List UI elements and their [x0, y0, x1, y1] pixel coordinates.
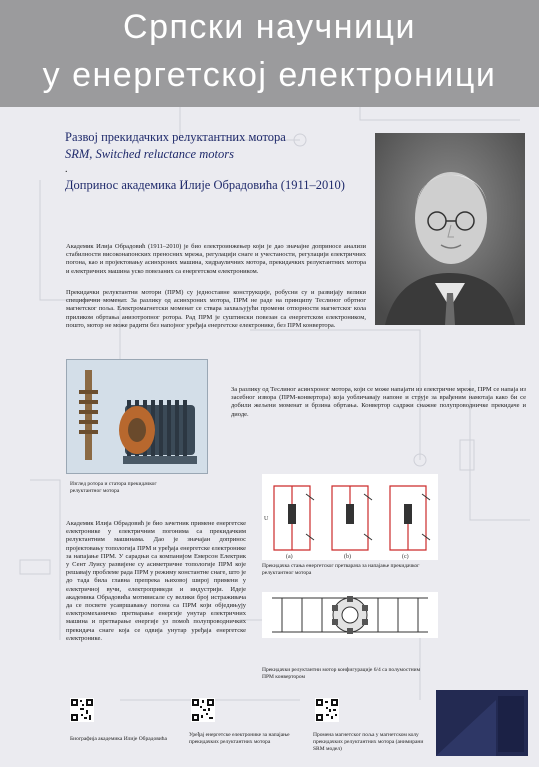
diagram-label-a: (a)	[286, 554, 293, 560]
srm-paragraph: Прекидачки релуктантни мотори (ПРМ) су једноставне конструкције, робусни су и развијају велики специфични моменат. За разлику од асинхроних мотора, ПРМ не раде на принципу Теслиног обртног магнетског поља. Електромагнетски моменат се ствара захваљујући промени отпорности магнетског кола приликом обртања анизотропног ротора. Рад ПРМ је суштински повезан са енергетском електроником, пошто, мотор не може радити без напојног уређаја енергетске електронике, без ПРМ конвертора.	[66, 289, 366, 329]
motor-caption: Изглед ротора и статора прекидачког релуктантног мотора	[70, 481, 157, 494]
portrait-photo	[375, 133, 525, 325]
header-title-line2: у енергетској електроници	[42, 56, 497, 94]
diagram-label-b: (b)	[344, 554, 351, 560]
qr-code-3[interactable]	[315, 698, 339, 722]
header-band	[0, 0, 539, 107]
intro-paragraph: Академик Илија Обрадовић (1911–2010) је био електроинжењер који је дао значајне доприносе анализи стабилности високонапонских преносних мрежа, регулацији снаге и учестаности, регулацији електричних погона, као и пројектовању асинхроних машина, хидрауличних мотора, прекидачких релуктантних мотора и електричних машина уско повезаних са енергетском електроником.	[66, 243, 366, 275]
title-line1: Развој прекидачких релуктантних мотора	[65, 130, 286, 144]
converter-caption: Прекидачка стања енергетског претварача за напајање прекидачког релуктантног мотора	[262, 563, 420, 576]
qr3-caption: Промена магнетског поља у магнетском колу прекидачких релуктантних мотора (анимирани SRM модел)	[313, 732, 424, 752]
motor-image	[66, 359, 208, 474]
diagram-label-c: (c)	[402, 554, 409, 560]
title-line2: SRM, Switched reluctance motors	[65, 147, 234, 161]
qr-code-2[interactable]	[191, 698, 215, 722]
decorative-logo-box	[436, 690, 528, 756]
obradovic-paragraph: Академик Илија Обрадовић је био зачетник примене енергетске електронике у електричним погонима са прекидачким релуктантним машинама. Дао је значајан допринос пројектовању топологија ПРМ и уређаја енергетске електронике за напајање ПРМ. У сарадњи са компанијом Емерсон Електрик у Сент Луису развијене су асиметричне топологије ПРМ које решавају проблеме рада ПРМ у режиму константне снаге, што је до тада била главна препрека њиховој широј примени у електричној вучи, електроприведи и индустрији. Идеје академика Обрадовића мотивисале су велики број истраживача да се посвете усавршавању погона са ПРМ који обједињују електромеханичко претварање енергије унутар електричних машина и претварање енергије уз помоћ полупроводничких прекидача снаге која се одвија унутар уређаја енергетске електронике.	[66, 520, 246, 642]
diagram-u-label: U	[264, 516, 269, 522]
motor-config-caption: Прекидачки релуктантни мотор конфигурације 6/4 са полумостним ПРМ конвертором	[262, 667, 421, 680]
title-block	[65, 130, 365, 193]
qr1-caption: Биографија академика Илије Обрадовића	[70, 736, 167, 742]
qr-code-1[interactable]	[70, 698, 94, 722]
qr2-caption: Уређај енергетске електронике за напајање прекидачких релуктантних мотора	[189, 732, 290, 745]
motor-config-diagram	[262, 592, 438, 638]
title-dot: .	[65, 164, 68, 175]
title-line3: Допринос академика Илије Обрадовића (1911–2010)	[65, 178, 345, 192]
header-title-line1: Српски научници	[123, 8, 416, 46]
tesla-paragraph: За разлику од Теслиног асинхроног мотора, који се може напајати из електричне мреже, ПРМ се напаја из засебног извора (ПРМ-конвертора) која уобличавају напоне и струје за врађеним намотаја како би се добили жељени моменат и брзина обртања. Конвертор садржи снажне полупроводничке прекидаче и диоде.	[231, 386, 526, 418]
converter-switching-diagram	[262, 474, 438, 560]
